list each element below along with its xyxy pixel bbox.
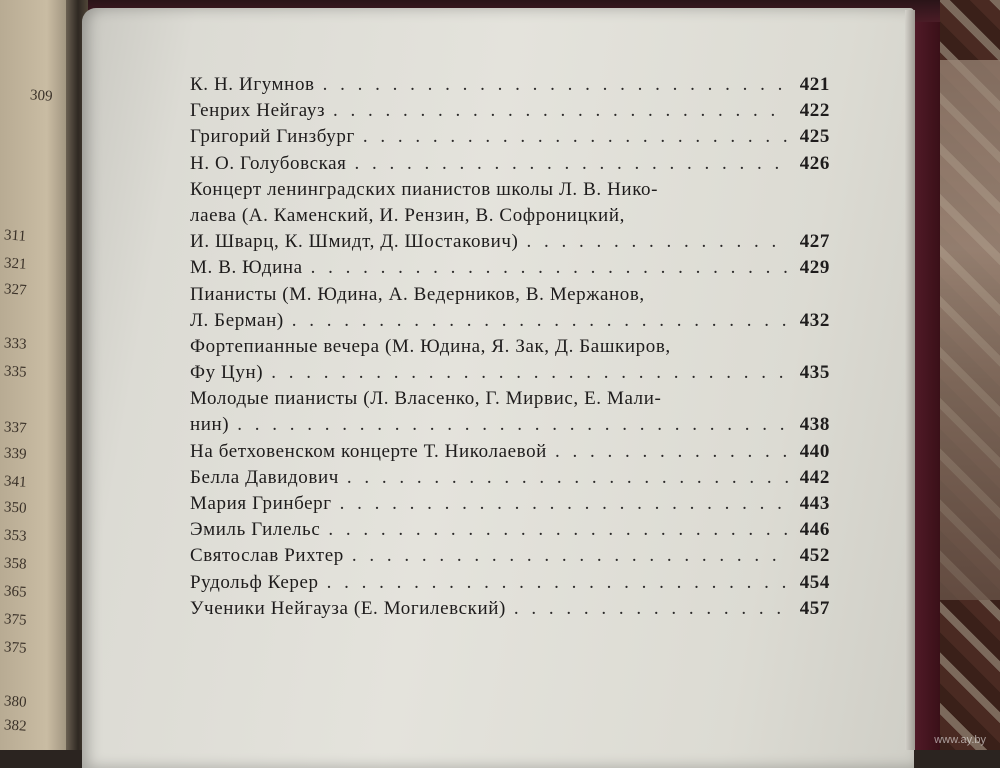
toc-entry-page: 422 (799, 100, 830, 122)
dot-leader (347, 467, 788, 489)
watermark: www.ay.by (934, 734, 986, 746)
toc-entry (190, 257, 830, 283)
left-page-number: 375 (3, 639, 28, 657)
left-page-number: 358 (3, 555, 28, 573)
left-page-number: 333 (3, 335, 28, 353)
toc-entry (190, 545, 830, 571)
toc-entry (190, 572, 830, 598)
dot-leader (292, 310, 788, 332)
toc-entry-title: К. Н. Игумнов (190, 74, 315, 95)
toc-entry-title: На бетховенском концерте Т. Николаевой (190, 440, 547, 462)
dot-leader (526, 231, 788, 253)
toc-entry (190, 467, 830, 493)
left-page-number: 353 (3, 527, 28, 545)
toc-entry-title: Пианисты (М. Юдина, А. Ведерников, В. Мержанов, (190, 283, 645, 305)
toc-entry-title: И. Шварц, К. Шмидт, Д. Шостакович) (190, 231, 519, 253)
dot-leader (514, 598, 788, 620)
left-page-number: 311 (3, 227, 27, 245)
toc-entry-title: Концерт ленинградских пианистов школы Л. В. Нико- (190, 178, 659, 200)
toc-entry (190, 153, 830, 179)
left-page-number: 339 (3, 445, 28, 463)
toc-entry (190, 519, 830, 545)
toc-entry (190, 388, 830, 414)
toc-entry-page: 425 (799, 126, 830, 148)
toc-entry-title: М. В. Юдина (190, 257, 303, 279)
dot-leader (352, 545, 788, 567)
toc-entry-title: Н. О. Голубовская (190, 152, 347, 174)
toc-entry (190, 310, 830, 336)
toc-entry-title: Генрих Нейгауз (190, 100, 326, 122)
dot-leader (271, 362, 788, 384)
toc-entry-title: Ученики Нейгауза (Е. Могилевский) (190, 597, 506, 619)
left-page-number: 341 (3, 473, 28, 491)
toc-entry-page: 432 (799, 309, 830, 331)
toc-entry (190, 126, 830, 152)
toc-entry-title: нин) (190, 414, 230, 436)
toc-entry-page: 446 (799, 519, 830, 541)
dot-leader (555, 441, 788, 463)
left-page-number: 382 (3, 717, 28, 735)
toc-entry (190, 598, 830, 624)
toc-entry-page: 440 (799, 440, 830, 462)
toc-entry-page: 429 (799, 257, 830, 279)
dot-leader (340, 493, 788, 515)
toc-entry (190, 100, 830, 126)
toc-entry-page: 435 (799, 362, 830, 384)
page-edge (905, 10, 915, 750)
left-page-number: 309 (29, 87, 54, 105)
left-page-number: 337 (3, 419, 28, 437)
toc-entry-page: 457 (799, 597, 830, 619)
left-page-number: 365 (3, 583, 28, 601)
table-of-contents (190, 74, 830, 624)
toc-entry-title: Святослав Рихтер (190, 545, 344, 567)
dot-leader (333, 100, 788, 122)
toc-entry-title: Григорий Гинзбург (190, 126, 355, 148)
dot-leader (237, 414, 788, 436)
left-page-number: 375 (3, 611, 28, 629)
toc-entry (190, 231, 830, 257)
left-page-number: 321 (3, 255, 28, 273)
dot-leader (311, 257, 788, 279)
toc-entry (190, 336, 830, 362)
toc-entry-title: Мария Гринберг (190, 493, 332, 514)
dot-leader (327, 572, 788, 594)
toc-entry-page: 452 (799, 545, 830, 567)
dot-leader (328, 519, 788, 541)
toc-entry-title: лаева (А. Каменский, И. Рензин, В. Софроницкий, (190, 204, 625, 226)
toc-entry-page: 442 (799, 466, 830, 488)
left-page-number: 335 (3, 363, 28, 381)
dot-leader (363, 126, 788, 148)
dot-leader (323, 74, 788, 96)
toc-entry-title: Молодые пианисты (Л. Власенко, Г. Мирвис, Е. Мали- (190, 388, 662, 410)
left-page-number: 327 (3, 281, 28, 299)
toc-entry (190, 362, 830, 388)
toc-entry-title: Белла Давидович (190, 466, 339, 488)
toc-entry (190, 493, 830, 519)
toc-entry-title: Фу Цун) (190, 362, 264, 384)
toc-entry-page: 438 (799, 414, 830, 436)
toc-entry-title: Л. Берман) (190, 309, 284, 331)
left-page-number: 350 (3, 499, 28, 517)
toc-entry (190, 179, 830, 205)
toc-entry (190, 74, 830, 100)
toc-entry-page: 421 (799, 74, 830, 95)
carpet-highlight (940, 60, 1000, 600)
toc-entry (190, 205, 830, 231)
toc-entry-page: 443 (799, 493, 830, 514)
toc-entry (190, 284, 830, 310)
dot-leader (355, 153, 788, 175)
left-page-number: 380 (3, 693, 28, 711)
toc-entry-page: 454 (799, 571, 830, 593)
toc-entry-page: 426 (799, 152, 830, 174)
toc-entry-title: Фортепианные вечера (М. Юдина, Я. Зак, Д. Башкиров, (190, 335, 671, 357)
toc-entry-title: Рудольф Керер (190, 571, 319, 593)
toc-entry (190, 414, 830, 440)
toc-entry-page: 427 (799, 231, 830, 253)
toc-entry-title: Эмиль Гилельс (190, 519, 321, 541)
toc-entry (190, 441, 830, 467)
